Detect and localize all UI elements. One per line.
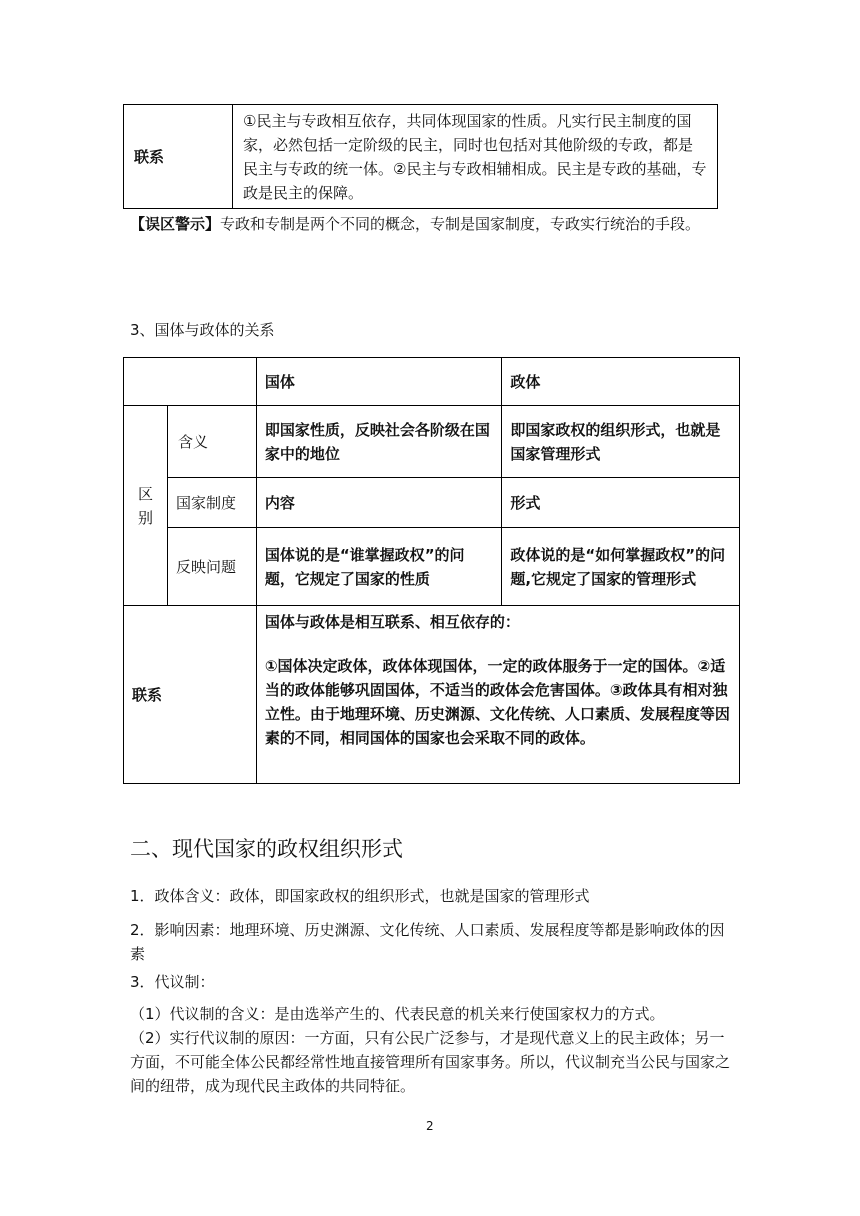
item-3-1: （1）代议制的含义：是由选举产生的、代表民意的机关来行使国家权力的方式。 xyxy=(130,1005,665,1023)
item-3-2: （2）实行代议制的原因：一方面，只有公民广泛参与，才是现代意义上的民主政体；另一方面，不可能全体公民都经常性地直接管理所有国家事务。所以，代议制充当公民与国家之间的纽带，成为现代民主政体的共同特征。 xyxy=(130,1029,731,1095)
lianxi-body: ①国体决定政体，政体体现国体，一定的政体服务于一定的国体。②适当的政体能够巩固国体，不适当的政体会危害国体。③政体具有相对独立性。由于地理环境、历史渊源、文化传统、人口素质、发展程度等因素的不同，相同国体的国家也会采取不同的政体。 xyxy=(264,657,730,747)
relation-table xyxy=(123,104,718,209)
row-zhidu-guoti: 内容 xyxy=(256,478,502,528)
relation-content: ①民主与专政相互依存，共同体现国家的性质。凡实行民主制度的国家，必然包括一定阶级的民主，同时也包括对其他阶级的专政，都是民主与专政的统一体。②民主与专政相辅相成。民主是专政的基础，专政是民主的保障。 xyxy=(233,105,718,209)
lianxi-label: 联系 xyxy=(124,606,257,784)
header-guoti: 国体 xyxy=(256,358,502,406)
warning-label: 【误区警示】 xyxy=(130,215,221,233)
row-hanyi-label: 含义 xyxy=(167,406,256,478)
warning-text: 专政和专制是两个不同的概念，专制是国家制度，专政实行统治的手段。 xyxy=(220,215,701,233)
qubie-text: 区别 xyxy=(137,484,153,527)
lianxi-intro: 国体与政体是相互联系、相互依存的： xyxy=(264,613,520,631)
item-2: 2．影响因素：地理环境、历史渊源、文化传统、人口素质、发展程度等都是影响政体的因素 xyxy=(130,921,725,963)
header-empty-cell xyxy=(124,358,257,406)
qubie-label xyxy=(124,406,168,606)
guoti-zhengti-table xyxy=(123,357,740,784)
item-1: 1．政体含义：政体，即国家政权的组织形式，也就是国家的管理形式 xyxy=(130,887,590,905)
row-zhidu-zhengti: 形式 xyxy=(502,478,740,528)
item-3: 3．代议制： xyxy=(130,973,215,991)
page-number: 2 xyxy=(426,1119,434,1133)
warning-paragraph xyxy=(130,212,730,236)
row-wenti-zhengti: 政体说的是“如何掌握政权”的问题,它规定了国家的管理形式 xyxy=(502,528,740,606)
section-3-title: 3、国体与政体的关系 xyxy=(130,321,275,339)
row-wenti-guoti: 国体说的是“谁掌握政权”的问题，它规定了国家的性质 xyxy=(256,528,502,606)
header-zhengti: 政体 xyxy=(502,358,740,406)
row-zhidu-label: 国家制度 xyxy=(167,478,256,528)
row-wenti-label: 反映问题 xyxy=(167,528,256,606)
relation-label: 联系 xyxy=(124,105,233,209)
row-hanyi-zhengti: 即国家政权的组织形式，也就是国家管理形式 xyxy=(502,406,740,478)
lianxi-content xyxy=(256,606,739,784)
row-hanyi-guoti: 即国家性质，反映社会各阶级在国家中的地位 xyxy=(256,406,502,478)
section-2-heading: 二、现代国家的政权组织形式 xyxy=(130,837,403,861)
